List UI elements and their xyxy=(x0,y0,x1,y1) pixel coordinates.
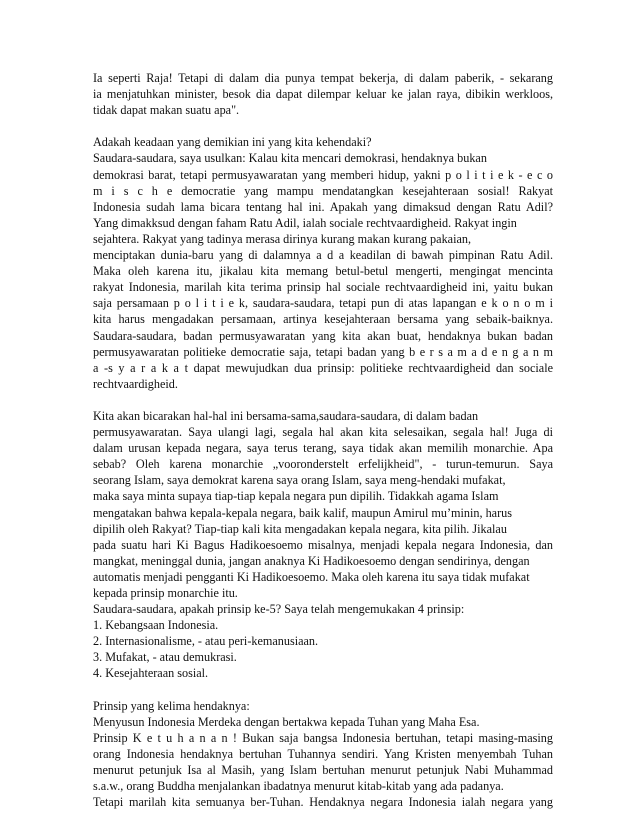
text-line: permusyawaratan politieke democratie saja, tetapi badan yang b e r s a m a d e n g a n m xyxy=(93,344,553,359)
text-line: mangkat, meninggal dunia, jangan anaknya Ki Hadikoesoemo dengan sendirinya, dengan xyxy=(93,553,530,568)
text-line: permusyawaratan. Saya ulangi lagi, segala hal akan kita selesaikan, segala hal! Juga di xyxy=(93,425,553,440)
text-line: Adakah keadaan yang demikian ini yang kita kehendaki? xyxy=(93,135,372,150)
text-line: sebab? Oleh karena monarchie „vooronderstelt erfelijkheid", - turun-temurun. Saya xyxy=(93,457,553,472)
text-line: Saudara-saudara, badan permusyawaratan yang kita akan buat, hendaknya bukan badan xyxy=(93,328,553,343)
text-line: rakyat Indonesia, marilah kita terima prinsip hal sociale rechtvaardigheid ini, yaitu bukan xyxy=(93,280,553,295)
text-line: pada suatu hari Ki Bagus Hadikoesoemo misalnya, menjadi kepala negara Indonesia, dan xyxy=(93,537,553,552)
text-line: Prinsip yang kelima hendaknya: xyxy=(93,698,250,713)
text-line: automatis menjadi pengganti Ki Hadikoesoemo. Maka oleh karena itu saya tidak mufakat xyxy=(93,569,530,584)
text-line: tidak dapat makan suatu apa". xyxy=(93,103,240,118)
list-item: 3. Mufakat, - atau demukrasi. xyxy=(93,650,237,665)
text-line: rechtvaardigheid. xyxy=(93,376,178,391)
text-line: Saudara-saudara, apakah prinsip ke-5? Saya telah mengemukakan 4 prinsip: xyxy=(93,602,465,617)
text-line: Yang dimakksud dengan faham Ratu Adil, ialah sociale rechtvaardigheid. Rakyat ingin xyxy=(93,215,517,230)
text-line: mengatakan bahwa kepala-kepala negara, baik kalif, maupun Amirul mu’minin, harus xyxy=(93,505,512,520)
text-line: dipilih oleh Rakyat? Tiap-tiap kali kita mengadakan kepala negara, kita pilih. Jikalau xyxy=(93,521,507,536)
paragraph xyxy=(93,698,553,811)
text-line: Kita akan bicarakan hal-hal ini bersama-sama,saudara-saudara, di dalam badan xyxy=(93,408,479,423)
text-line: a -s y a r a k a t dapat mewujudkan dua prinsip: politieke rechtvaardigheid dan sociale xyxy=(93,360,553,375)
paragraph xyxy=(93,408,553,682)
text-line: kepada prinsip monarchie itu. xyxy=(93,586,238,600)
paragraph xyxy=(93,134,553,392)
text-line: Ia seperti Raja! Tetapi di dalam dia punya tempat bekerja, di dalam paberik, - sekarang xyxy=(93,71,553,85)
text-line: seorang Islam, saya demokrat karena saya orang Islam, saya meng-hendaki mufakat, xyxy=(93,473,506,488)
text-line: s.a.w., orang Buddha menjalankan ibadatnya menurut kitab-kitab yang ada padanya. xyxy=(93,779,504,794)
text-line: dalam urusan kepada negara, saya terus terang, saya tidak akan memilih monarchie. Apa xyxy=(93,441,553,456)
document-page xyxy=(93,70,553,810)
paragraph xyxy=(93,70,553,118)
list-item: 2. Internasionalisme, - atau peri-kemanusiaan. xyxy=(93,634,319,649)
text-line: maka saya minta supaya tiap-tiap kepala negara pun dipilih. Tidakkah agama Islam xyxy=(93,489,499,504)
text-line: Prinsip K e t u h a n a n ! Bukan saja bangsa Indonesia bertuhan, tetapi masing-masing xyxy=(93,730,553,745)
text-line: kita harus mengadakan persamaan, artinya kesejahteraan bersama yang sebaik-baiknya. xyxy=(93,312,553,327)
text-line: saja persamaan p o l i t i e k, saudara-saudara, tetapi pun di atas lapangan e k o n o m i xyxy=(93,296,553,311)
text-line: m i s c h e democratie yang mampu mendatangkan kesejahteraan sosial! Rakyat xyxy=(93,183,553,198)
text-line: sejahtera. Rakyat yang tadinya merasa dirinya kurang makan kurang pakaian, xyxy=(93,231,472,246)
text-line: menciptakan dunia-baru yang di dalamnya a d a keadilan di bawah pimpinan Ratu Adil. xyxy=(93,248,553,263)
text-line: ia menjatuhkan minister, besok dia dapat dilempar keluar ke jalan raya, dibikin werkloos, xyxy=(93,87,553,102)
text-line: orang Indonesia hendaknya bertuhan Tuhannya sendiri. Yang Kristen menyembah Tuhan xyxy=(93,746,553,761)
text-line: Menyusun Indonesia Merdeka dengan bertakwa kepada Tuhan yang Maha Esa. xyxy=(93,714,480,729)
list-item: 4. Kesejahteraan sosial. xyxy=(93,666,209,681)
list-item: 1. Kebangsaan Indonesia. xyxy=(93,618,219,633)
text-line: Maka oleh karena itu, jikalau kita memang betul-betul mengerti, mengingat mencinta xyxy=(93,264,553,279)
text-line: demokrasi barat, tetapi permusyawaratan yang memberi hidup, yakni p o l i t i e k - e c o xyxy=(93,167,553,182)
text-line: menurut petunjuk Isa al Masih, yang Islam bertuhan menurut petunjuk Nabi Muhammad xyxy=(93,763,553,778)
text-line: Tetapi marilah kita semuanya ber-Tuhan. Hendaknya negara Indonesia ialah negara yang xyxy=(93,795,553,810)
text-line: Saudara-saudara, saya usulkan: Kalau kita mencari demokrasi, hendaknya bukan xyxy=(93,151,487,166)
text-line: Indonesia sudah lama bicara tentang hal ini. Apakah yang dimaksud dengan Ratu Adil? xyxy=(93,199,553,214)
